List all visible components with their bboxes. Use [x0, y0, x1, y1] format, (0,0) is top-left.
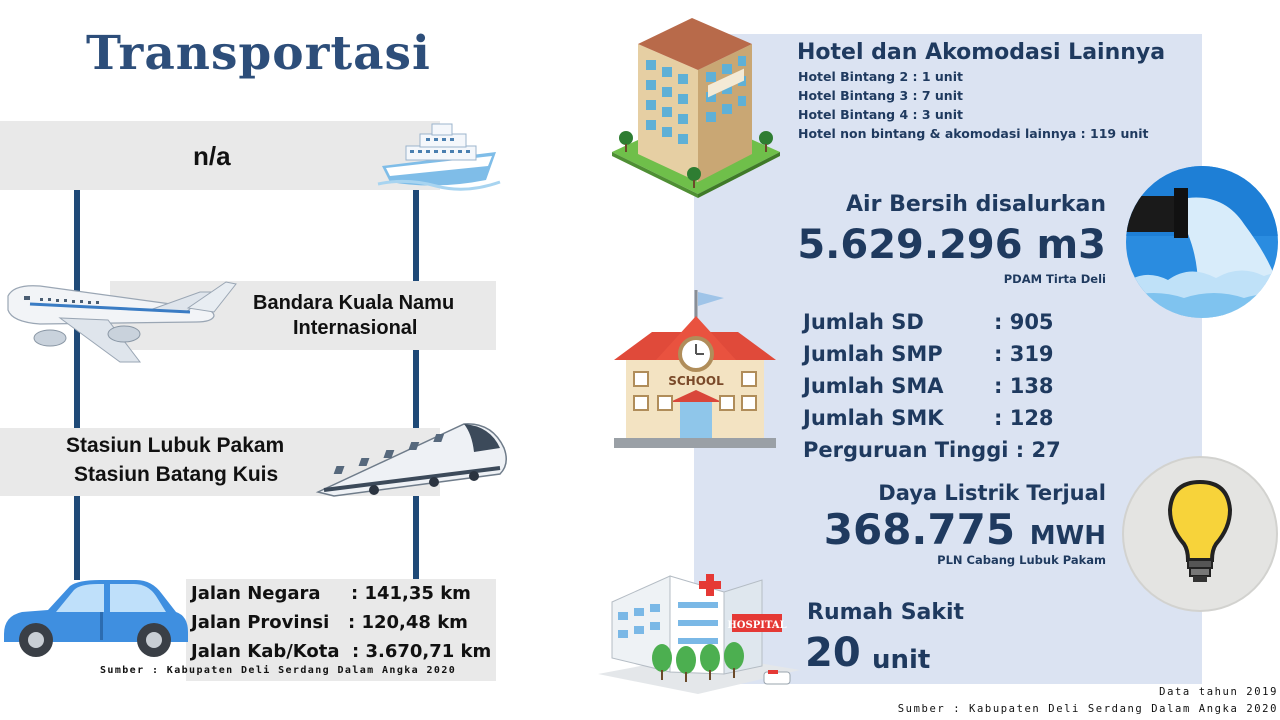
school-row-value-sd: : 905 [994, 310, 1054, 334]
station-name-1: Stasiun Lubuk Pakam [66, 434, 285, 457]
light-bulb-icon [1122, 456, 1278, 612]
airport-name-line2: Internasional [293, 317, 418, 339]
power-value [824, 505, 1106, 554]
road-row-label-2: Jalan Provinsi [191, 612, 330, 633]
source-note-left: Sumber : Kabupaten Deli Serdang Dalam Angka 2020 [100, 665, 457, 676]
hospital-value: 20 [805, 630, 861, 676]
water-value: 5.629.296 m3 [797, 222, 1106, 268]
school-row-value-smp: : 319 [994, 342, 1054, 366]
school-row-label-smk: Jumlah SMK [803, 406, 944, 430]
train-icon [314, 418, 512, 500]
water-label: Air Bersih disalurkan [846, 192, 1106, 217]
sea-value: n/a [193, 141, 231, 171]
road-row-label-3: Jalan Kab/Kota [191, 641, 340, 662]
school-row-perguruan-tinggi: Perguruan Tinggi : 27 [803, 438, 1061, 462]
road-row-value-3: : 3.670,71 km [352, 641, 492, 662]
hotel-item-1: Hotel Bintang 2 : 1 unit [798, 69, 963, 84]
hotel-item-3: Hotel Bintang 4 : 3 unit [798, 107, 963, 122]
water-source: PDAM Tirta Deli [1003, 272, 1106, 286]
footer-year: Data tahun 2019 [1159, 686, 1278, 698]
road-row-value-1: : 141,35 km [351, 583, 471, 604]
school-icon [612, 288, 778, 450]
station-name-2: Stasiun Batang Kuis [74, 463, 279, 486]
power-source: PLN Cabang Lubuk Pakam [937, 553, 1106, 567]
hospital-icon [594, 562, 804, 696]
hotel-item-4: Hotel non bintang & akomodasi lainnya : 119 unit [798, 126, 1149, 141]
school-row-label-sma: Jumlah SMA [803, 374, 944, 398]
power-number: 368.775 [823, 505, 1016, 554]
water-pipe-icon [1124, 164, 1280, 320]
airplane-icon [0, 262, 252, 374]
airport-name-line1: Bandara Kuala Namu [253, 292, 455, 314]
school-row-value-sma: : 138 [994, 374, 1054, 398]
hotel-icon [608, 14, 784, 198]
school-row-label-smp: Jumlah SMP [803, 342, 943, 366]
hospital-sign-text: HOSPITAL [727, 620, 787, 631]
page-title: Transportasi [86, 26, 431, 81]
road-row-value-2: : 120,48 km [348, 612, 468, 633]
school-row-label-sd: Jumlah SD [803, 310, 924, 334]
school-sign-text: SCHOOL [668, 374, 724, 388]
power-label: Daya Listrik Terjual [878, 481, 1106, 505]
hotel-title: Hotel dan Akomodasi Lainnya [797, 40, 1166, 65]
school-row-value-smk: : 128 [994, 406, 1054, 430]
footer-source: Sumber : Kabupaten Deli Serdang Dalam Angka 2020 [897, 703, 1278, 715]
hotel-item-2: Hotel Bintang 3 : 7 unit [798, 88, 963, 103]
hospital-label: Rumah Sakit [807, 600, 965, 625]
connector-line-right [413, 190, 419, 580]
power-unit: MWH [1029, 521, 1106, 551]
car-icon [0, 576, 190, 664]
connector-line-left [74, 190, 80, 580]
ship-icon [376, 116, 502, 192]
road-row-label-1: Jalan Negara [191, 583, 321, 604]
hospital-unit: unit [872, 645, 931, 675]
